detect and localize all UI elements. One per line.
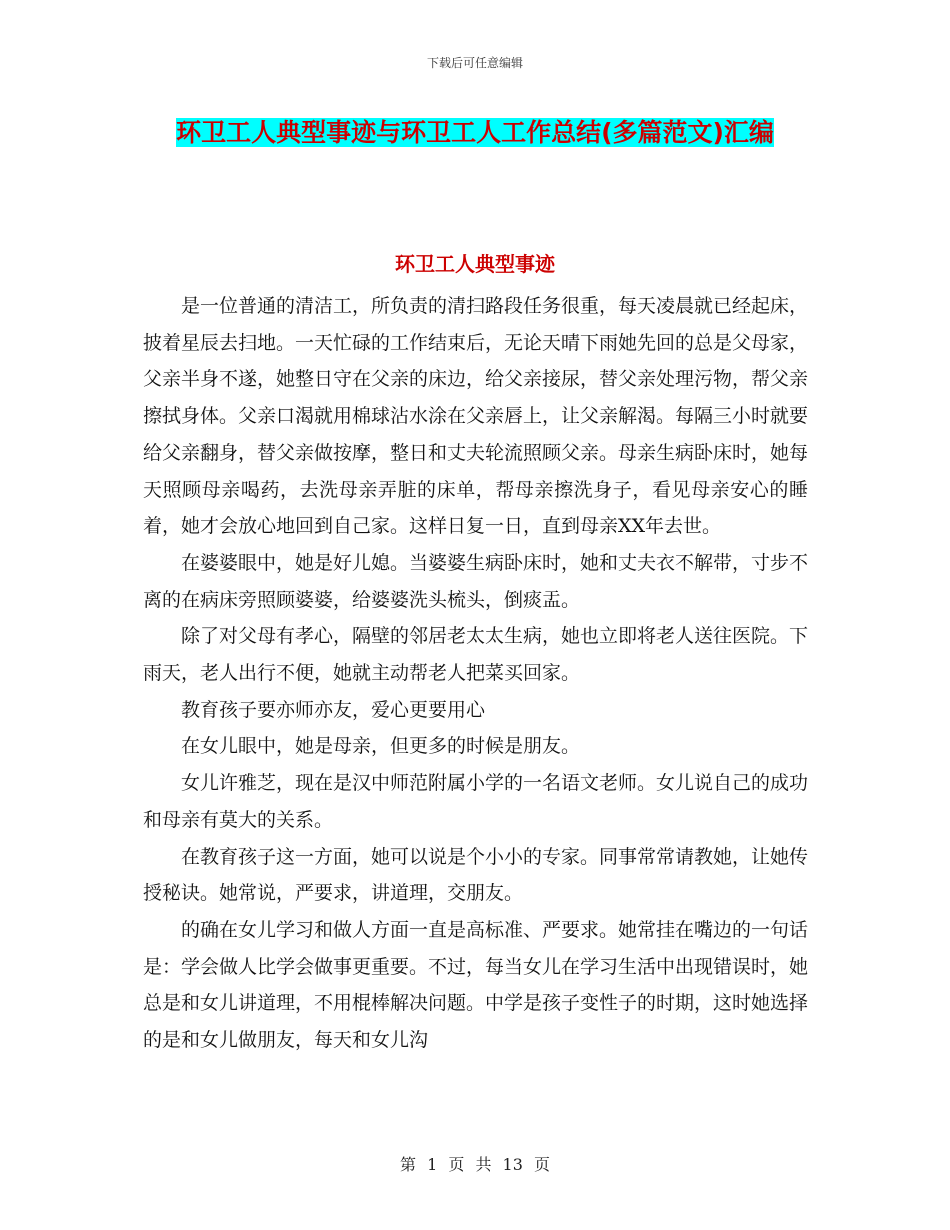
paragraph: 是一位普通的清洁工，所负责的清扫路段任务很重，每天凌晨就已经起床，披着星辰去扫地。一天忙碌的工作结束后，无论天晴下雨她先回的总是父母家，父亲半身不遂，她整日守在父亲的床边，给父亲接尿，替父亲处理污物，帮父亲擦拭身体。父亲口渴就用棉球沾水涂在父亲唇上，让父亲解渴。每隔三小时就要给父亲翻身，替父亲做按摩，整日和丈夫轮流照顾父亲。母亲生病卧床时，她每天照顾母亲喝药，去洗母亲弄脏的床单，帮母亲擦洗身子，看见母亲安心的睡着，她才会放心地回到自己家。这样日复一日，直到母亲XX年去世。 [143, 295, 809, 538]
paragraph: 在婆婆眼中，她是好儿媳。当婆婆生病卧床时，她和丈夫衣不解带，寸步不离的在病床旁照顾婆婆，给婆婆洗头梳头，倒痰盂。 [143, 551, 809, 611]
document-title [140, 110, 810, 156]
paragraph: 在女儿眼中，她是母亲，但更多的时候是朋友。 [181, 735, 581, 758]
document-title-text: 环卫工人典型事迹与环卫工人工作总结(多篇范文)汇编 [176, 118, 774, 147]
paragraph: 女儿许雅芝，现在是汉中师范附属小学的一名语文老师。女儿说自己的成功和母亲有莫大的关系。 [143, 772, 809, 831]
paragraph: 在教育孩子这一方面，她可以说是个小小的专家。同事常常请教她，让她传授秘诀。她常说，严要求，讲道理，交朋友。 [143, 845, 809, 905]
paragraph: 的确在女儿学习和做人方面一直是高标准、严要求。她常挂在嘴边的一句话是：学会做人比学会做事更重要。不过，每当女儿在学习生活中出现错误时，她总是和女儿讲道理，不用棍棒解决问题。中学是孩子变性子的时期，这时她选择的是和女儿做朋友，每天和女儿沟 [143, 918, 809, 1052]
document-body [143, 288, 808, 1059]
header-note: 下载后可任意编辑 [426, 56, 523, 70]
paragraph: 教育孩子要亦师亦友，爱心更要用心 [181, 698, 486, 721]
paragraph: 除了对父母有孝心，隔壁的邻居老太太生病，她也立即将老人送往医院。下雨天，老人出行不便，她就主动帮老人把菜买回家。 [143, 625, 809, 685]
page-number: 第 1 页 共 13 页 [400, 1155, 550, 1174]
section-title: 环卫工人典型事迹 [395, 252, 555, 276]
